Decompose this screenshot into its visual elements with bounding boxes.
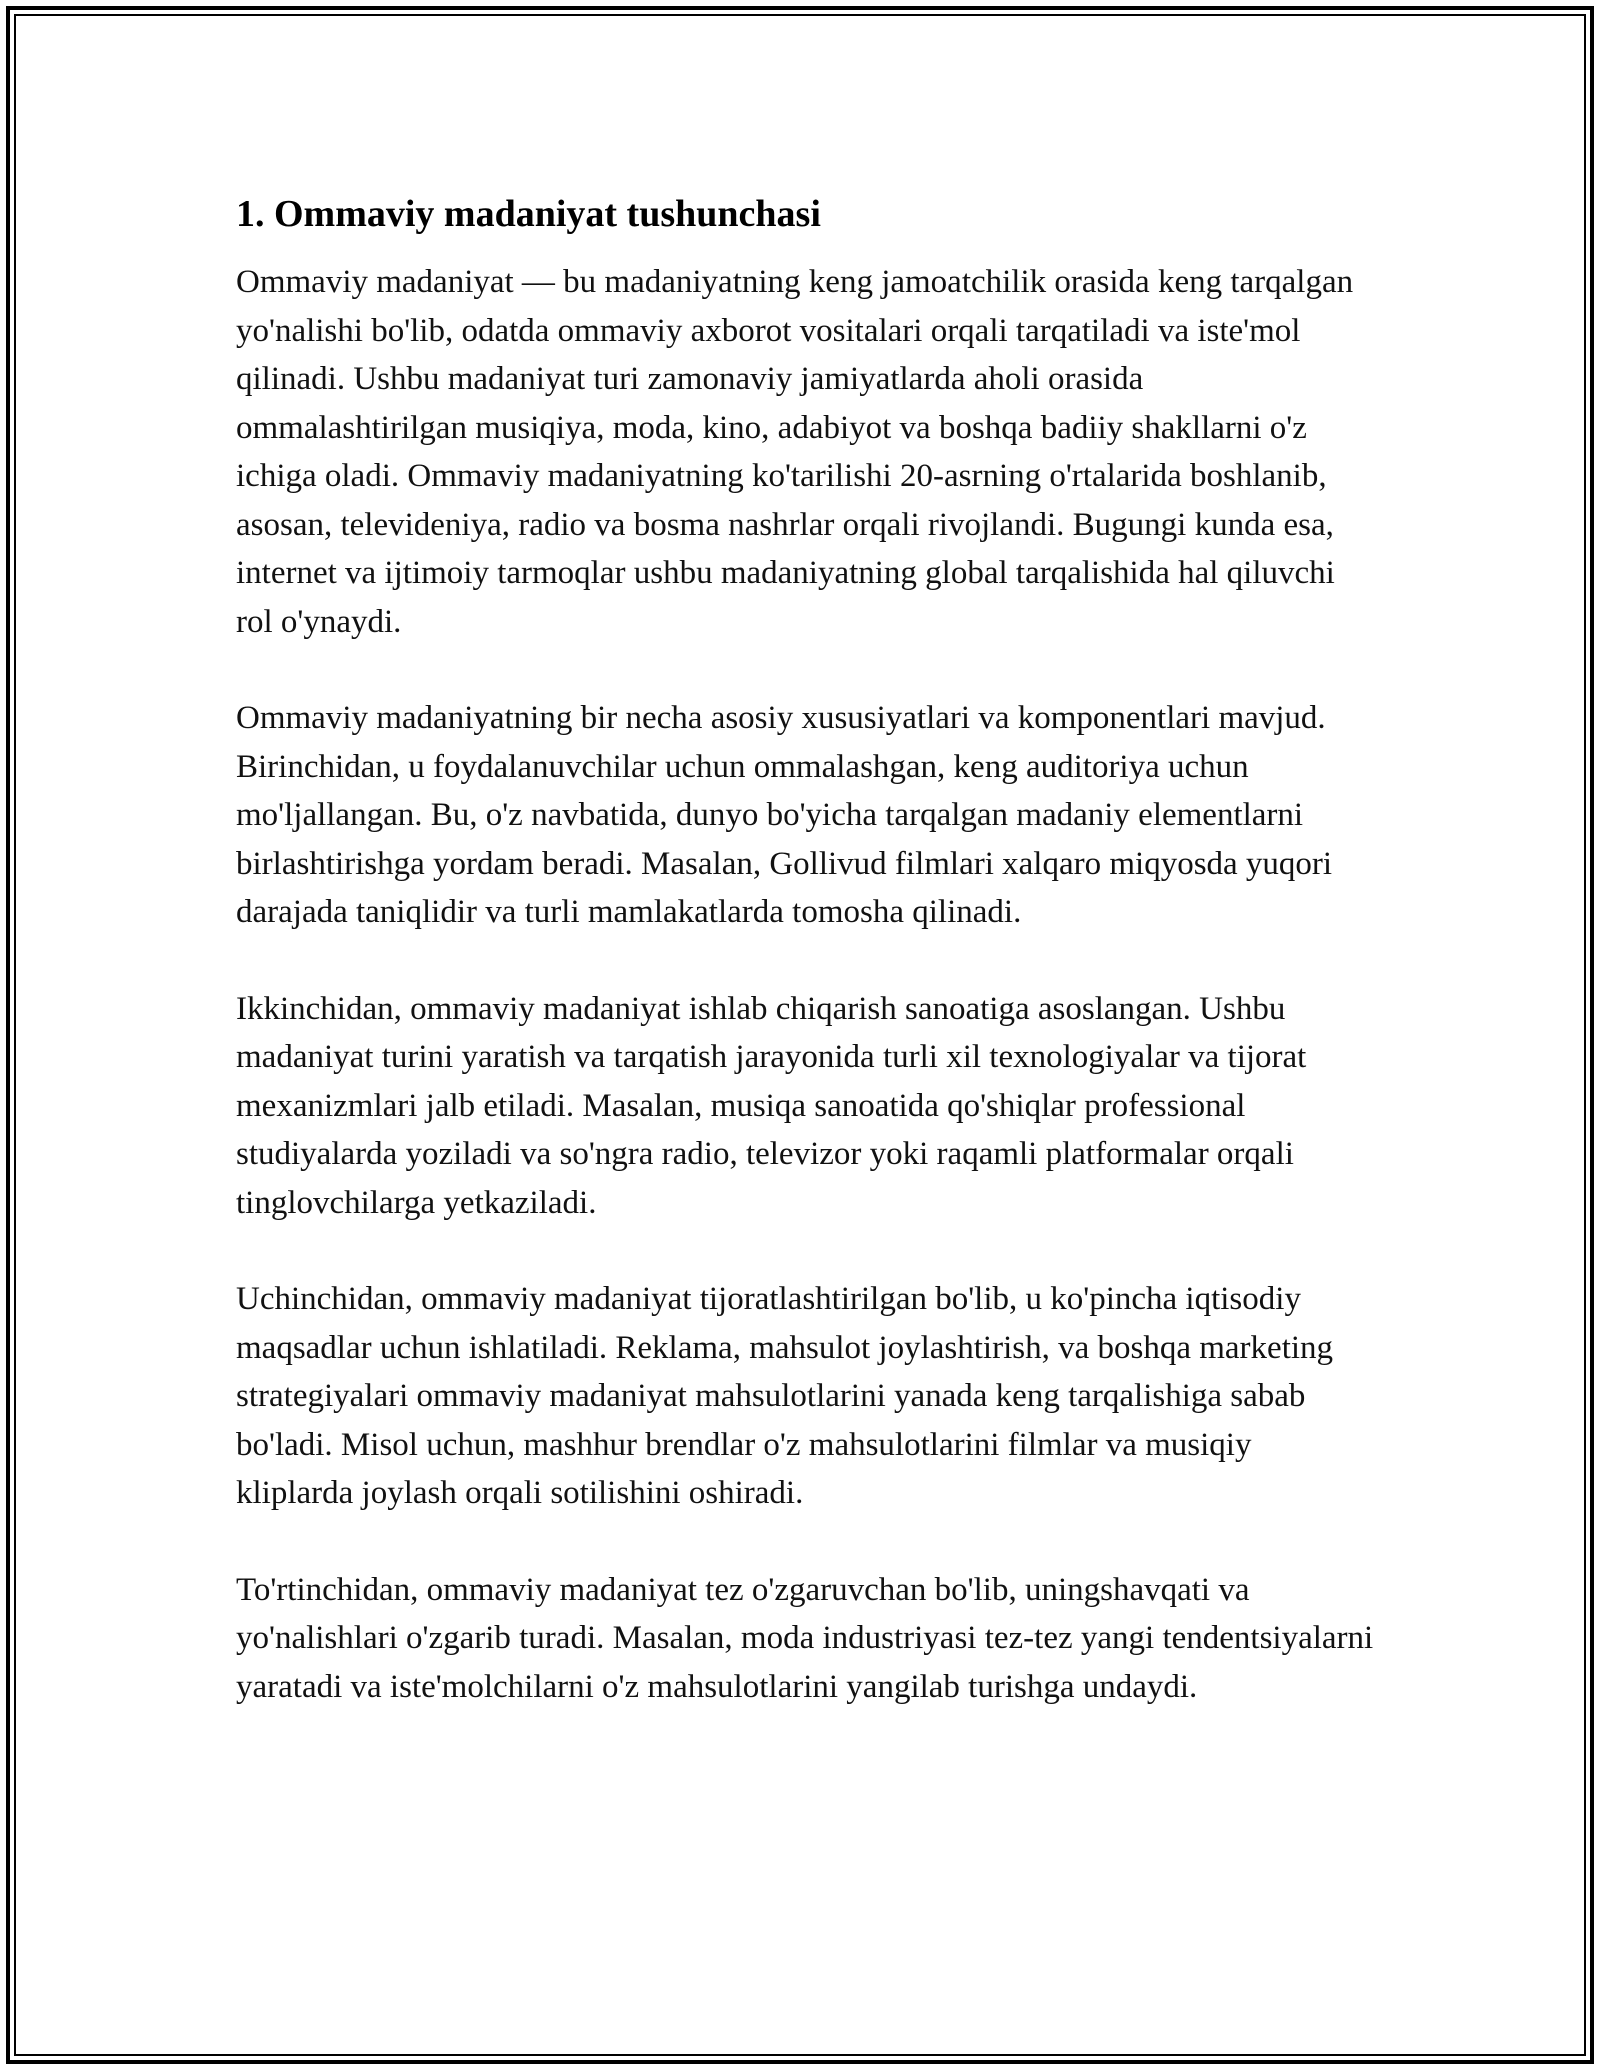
paragraph-5: To'rtinchidan, ommaviy madaniyat tez o'zgaruvchan bo'lib, uningshavqati va yo'nalishlari o'zgarib turadi. Masalan, moda industriyasi tez-tez yangi tendentsiyalarni yaratadi va iste'molchilarni o'z mahsulotlarini yangilab turishga undaydi. [236, 1571, 1374, 1705]
paragraph-2: Ommaviy madaniyatning bir necha asosiy xususiyatlari va komponentlari mavjud. Birinchidan, u foydalanuvchilar uchun ommalashgan, keng auditoriya uchun mo'ljallangan. Bu, o'z navbatida, dunyo bo'yicha tarqalgan madaniy elementlarni birlashtirishga yordam beradi. Masalan, Gollivud filmlari xalqaro miqyosda yuqori darajada taniqlidir va turli mamlakatlarda tomosha qilinadi. [236, 700, 1333, 930]
paragraph-1: Ommaviy madaniyat — bu madaniyatning keng jamoatchilik orasida keng tarqalgan yo'nalishi bo'lib, odatda ommaviy axborot vositalari orqali tarqatiladi va iste'mol qilinadi. Ushbu madaniyat turi zamonaviy jamiyatlarda aholi orasida ommalashtirilgan musiqiya, moda, kino, adabiyot va boshqa badiiy shakllarni o'z ichiga oladi. Ommaviy madaniyatning ko'tarilishi 20-asrning o'rtalarida boshlanib, asosan, televideniya, radio va bosma nashrlar orqali rivojlandi. Bugungi kunda esa, internet va ijtimoiy tarmoqlar ushbu madaniyatning global tarqalishida hal qiluvchi rol o'ynaydi. [236, 264, 1354, 640]
paragraph-3: Ikkinchidan, ommaviy madaniyat ishlab chiqarish sanoatiga asoslangan. Ushbu madaniyat turini yaratish va tarqatish jarayonida turli xil texnologiyalar va tijorat mexanizmlari jalb etiladi. Masalan, musiqa sanoatida qo'shiqlar professional studiyalarda yoziladi va so'ngra radio, televizor yoki raqamli platformalar orqali tinglovchilarga yetkaziladi. [236, 990, 1307, 1221]
document-body [236, 186, 1376, 1759]
paragraph-4: Uchinchidan, ommaviy madaniyat tijoratlashtirilgan bo'lib, u ko'pincha iqtisodiy maqsadlar uchun ishlatiladi. Reklama, mahsulot joylashtirish, va boshqa marketing strategiyalari ommaviy madaniyat mahsulotlarini yanada keng tarqalishiga sabab bo'ladi. Misol uchun, mashhur brendlar o'z mahsulotlarini filmlar va musiqiy kliplarda joylash orqali sotilishini oshiradi. [236, 1281, 1334, 1511]
section-heading: 1. Ommaviy madaniyat tushunchasi [236, 193, 821, 235]
